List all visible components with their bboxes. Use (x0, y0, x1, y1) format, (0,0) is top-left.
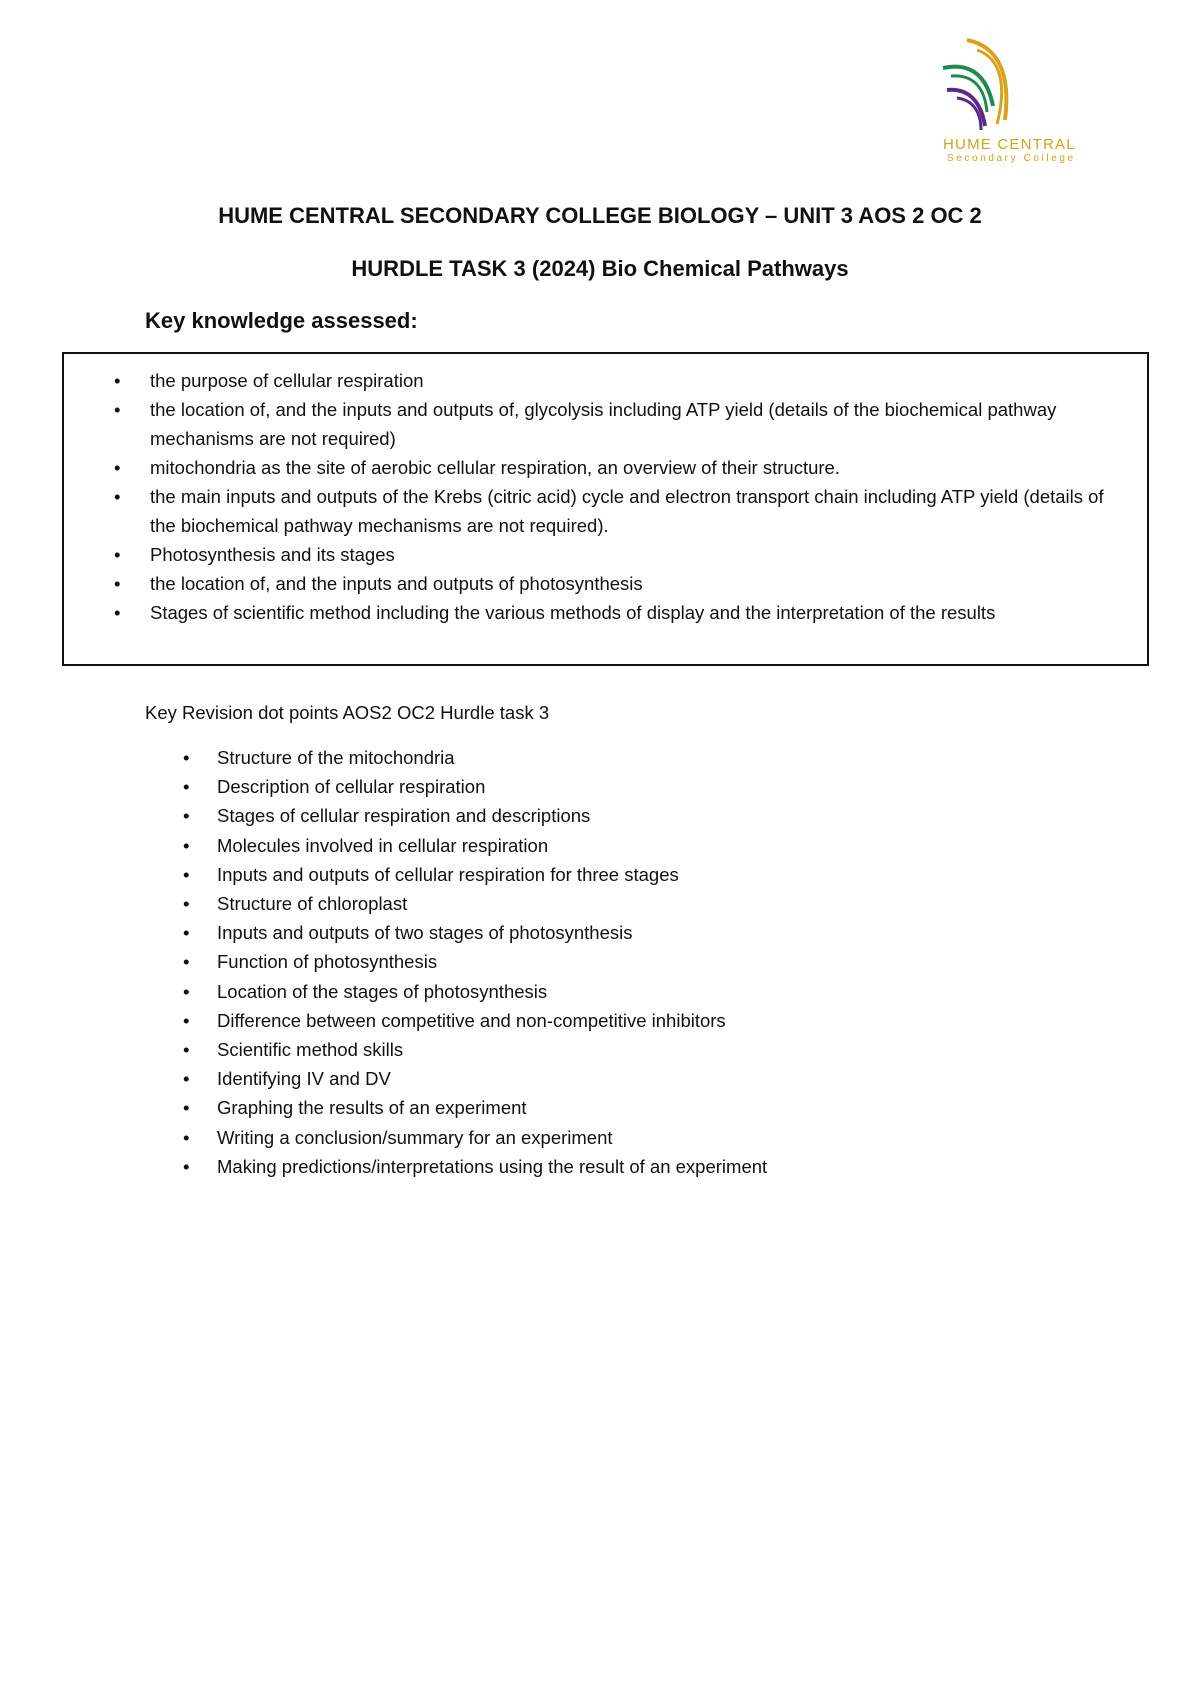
revision-item (0, 772, 767, 801)
logo-school-subtitle: Secondary College (947, 153, 1076, 164)
revision-item-text: Graphing the results of an experiment (217, 1097, 527, 1119)
bullet-icon: • (183, 980, 190, 1002)
key-knowledge-heading: Key knowledge assessed: (145, 308, 418, 333)
revision-item-text: Function of photosynthesis (217, 951, 438, 973)
revision-item-text: Stages of cellular respiration and descriptions (217, 805, 591, 827)
key-knowledge-item (64, 598, 1129, 627)
key-knowledge-box (62, 352, 1149, 666)
key-knowledge-item (64, 395, 1129, 453)
revision-item-text: Writing a conclusion/summary for an experiment (217, 1126, 613, 1148)
revision-item (0, 860, 767, 889)
revision-item-text: Scientific method skills (217, 1039, 404, 1061)
revision-item-text: Structure of the mitochondria (217, 747, 455, 768)
revision-item-text: Description of cellular respiration (217, 776, 486, 798)
revision-item (0, 1035, 767, 1064)
revision-item (0, 743, 767, 772)
key-knowledge-item-text: the purpose of cellular respiration (150, 370, 424, 391)
bullet-icon: • (183, 1155, 190, 1177)
key-knowledge-item-text: Photosynthesis and its stages (150, 544, 395, 565)
revision-item (0, 1006, 767, 1035)
revision-item-text: Identifying IV and DV (217, 1068, 391, 1090)
revision-item (0, 831, 767, 860)
school-logo (905, 36, 1105, 176)
bullet-icon: • (114, 573, 121, 594)
key-knowledge-list (64, 366, 1129, 627)
revision-list (0, 743, 767, 1181)
key-knowledge-item (64, 366, 1129, 395)
key-knowledge-item-text: Stages of scientific method including the various methods of display and the interpretation of the results (150, 602, 996, 623)
revision-item (0, 889, 767, 918)
bullet-icon: • (183, 805, 190, 827)
bullet-icon: • (183, 776, 190, 798)
bullet-icon: • (183, 1126, 190, 1148)
revision-item (0, 977, 767, 1006)
key-knowledge-item-text: the location of, and the inputs and outputs of photosynthesis (150, 573, 643, 594)
bullet-icon: • (183, 893, 190, 915)
revision-heading: Key Revision dot points AOS2 OC2 Hurdle task 3 (145, 702, 550, 723)
revision-item-text: Location of the stages of photosynthesis (217, 980, 548, 1002)
revision-item-text: Inputs and outputs of two stages of photosynthesis (217, 922, 633, 944)
key-knowledge-item-text: the location of, and the inputs and outputs of, glycolysis including ATP yield (details of the biochemical pathway mechanisms are not required) (150, 399, 1057, 449)
bullet-icon: • (183, 834, 190, 856)
document-title: HUME CENTRAL SECONDARY COLLEGE BIOLOGY – UNIT 3 AOS 2 OC 2 (218, 203, 982, 228)
revision-item (0, 1152, 767, 1181)
bullet-icon: • (114, 602, 121, 623)
revision-item (0, 801, 767, 830)
bullet-icon: • (114, 457, 121, 478)
key-knowledge-item (64, 540, 1129, 569)
revision-item (0, 1093, 767, 1122)
revision-item-text: Molecules involved in cellular respiration (217, 834, 549, 856)
revision-item (0, 1064, 767, 1093)
document-subtitle: HURDLE TASK 3 (2024) Bio Chemical Pathways (351, 256, 849, 281)
bullet-icon: • (114, 370, 121, 391)
bullet-icon: • (114, 544, 121, 565)
bullet-icon: • (183, 1009, 190, 1031)
revision-item (0, 918, 767, 947)
revision-item-text: Difference between competitive and non-competitive inhibitors (217, 1009, 726, 1031)
bullet-icon: • (183, 1097, 190, 1119)
revision-item-text: Making predictions/interpretations using the result of an experiment (217, 1155, 768, 1177)
logo-school-name: HUME CENTRAL (943, 136, 1076, 153)
bullet-icon: • (183, 1068, 190, 1090)
bullet-icon: • (183, 951, 190, 973)
bullet-icon: • (183, 1039, 190, 1061)
bullet-icon: • (114, 486, 121, 507)
key-knowledge-item (64, 453, 1129, 482)
revision-item (0, 1123, 767, 1152)
bullet-icon: • (183, 863, 190, 885)
key-knowledge-item-text: the main inputs and outputs of the Krebs (citric acid) cycle and electron transport chain including ATP yield (details of the biochemical pathway mechanisms are not required). (150, 486, 1104, 536)
bullet-icon: • (183, 747, 190, 768)
key-knowledge-item-text: mitochondria as the site of aerobic cellular respiration, an overview of their structure. (150, 457, 840, 478)
bullet-icon: • (183, 922, 190, 944)
bullet-icon: • (114, 399, 121, 420)
revision-item-text: Structure of chloroplast (217, 893, 408, 915)
key-knowledge-item (64, 482, 1129, 540)
revision-item (0, 947, 767, 976)
revision-item-text: Inputs and outputs of cellular respiration for three stages (217, 863, 679, 885)
key-knowledge-item (64, 569, 1129, 598)
school-logo-icon (941, 36, 1041, 136)
